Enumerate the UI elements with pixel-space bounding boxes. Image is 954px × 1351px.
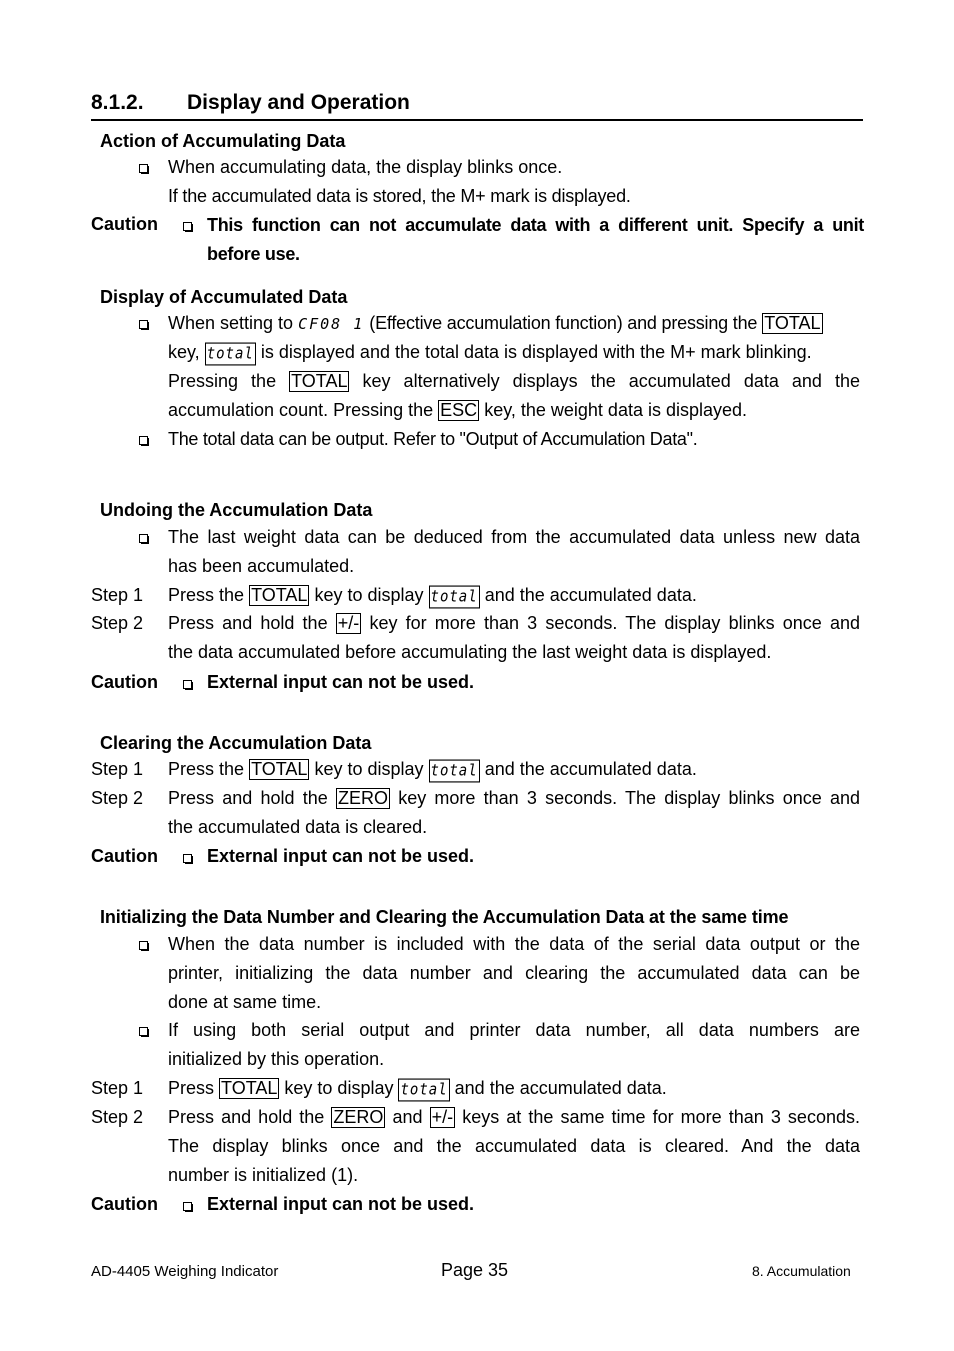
step-2-label: Step 2 <box>91 1107 144 1127</box>
init-bullet-1b: printer, initializing the data number and clearing the accumulated data can be <box>168 963 860 983</box>
display-line-1: When setting to CF08 1 (Effective accumulation function) and pressing the TOTAL <box>168 313 821 333</box>
step-2-label: Step 2 <box>91 788 144 808</box>
footer-chapter: 8. Accumulation <box>752 1263 851 1279</box>
action-caution-line-1: This function can not accumulate data with a different unit. Specify a unit <box>207 215 864 235</box>
bullet-icon <box>183 1202 192 1211</box>
clear-step-1: Press the TOTAL key to display total and the accumulated data. <box>168 758 697 781</box>
total-key: TOTAL <box>251 759 308 779</box>
display-line-2: key, total is displayed and the total data is displayed with the M+ mark blinking. <box>168 341 812 364</box>
bullet-icon <box>183 854 192 863</box>
plus-minus-key: +/- <box>337 613 360 633</box>
step-1-label: Step 1 <box>91 585 144 605</box>
bullet-icon <box>139 534 148 543</box>
display-bullet-2: The total data can be output. Refer to "Output of Accumulation Data". <box>168 429 698 449</box>
undo-step-2b: the data accumulated before accumulating the last weight data is displayed. <box>168 642 772 662</box>
undo-bullet-1b: has been accumulated. <box>168 556 355 576</box>
caution-label: Caution <box>91 672 158 692</box>
undo-step-2a: Press and hold the +/- key for more than 3 seconds. The display blinks once and <box>168 613 860 633</box>
section-number: 8.1.2. <box>91 91 144 114</box>
section-title: Display and Operation <box>187 91 410 114</box>
footer-page-number: Page 35 <box>441 1260 509 1280</box>
subheading-clear: Clearing the Accumulation Data <box>100 733 372 753</box>
subheading-action: Action of Accumulating Data <box>100 131 346 151</box>
zero-key: ZERO <box>337 788 388 808</box>
footer-product: AD-4405 Weighing Indicator <box>91 1263 279 1280</box>
action-bullet-1b: If the accumulated data is stored, the M+ mark is displayed. <box>168 186 631 206</box>
init-bullet-1c: done at same time. <box>168 992 322 1012</box>
esc-key: ESC <box>440 400 478 420</box>
action-bullet-1: When accumulating data, the display blinks once. <box>168 157 563 177</box>
undo-bullet-1a: The last weight data can be deduced from the accumulated data unless new data <box>168 527 860 547</box>
init-caution: External input can not be used. <box>207 1194 475 1214</box>
bullet-icon <box>139 436 148 445</box>
subheading-init: Initializing the Data Number and Clearing the Accumulation Data at the same time <box>100 907 789 927</box>
bullet-icon <box>139 164 148 173</box>
bullet-icon <box>139 1027 148 1036</box>
bullet-icon <box>183 222 192 231</box>
bullet-icon <box>139 320 148 329</box>
init-step-2a: Press and hold the ZERO and +/- keys at the same time for more than 3 seconds. <box>168 1107 860 1127</box>
init-bullet-2a: If using both serial output and printer data number, all data numbers are <box>168 1020 860 1040</box>
caution-label: Caution <box>91 1194 158 1214</box>
action-caution-line-2: before use. <box>207 244 300 264</box>
lcd-total-display: total <box>429 586 480 609</box>
init-bullet-2b: initialized by this operation. <box>168 1049 385 1069</box>
clear-step-2b: the accumulated data is cleared. <box>168 817 428 837</box>
clear-caution: External input can not be used. <box>207 846 475 866</box>
total-key: TOTAL <box>221 1078 278 1098</box>
subheading-display: Display of Accumulated Data <box>100 287 348 307</box>
total-key: TOTAL <box>251 585 308 605</box>
undo-caution: External input can not be used. <box>207 672 475 692</box>
subheading-undo: Undoing the Accumulation Data <box>100 500 373 520</box>
init-step-1: Press TOTAL key to display total and the accumulated data. <box>168 1077 667 1100</box>
lcd-total-display: total <box>429 760 480 783</box>
total-key: TOTAL <box>291 371 348 391</box>
lcd-total-display: total <box>205 343 256 366</box>
bullet-icon <box>139 941 148 950</box>
clear-step-2a: Press and hold the ZERO key more than 3 seconds. The display blinks once and <box>168 788 860 808</box>
plus-minus-key: +/- <box>431 1107 454 1127</box>
zero-key: ZERO <box>333 1107 384 1127</box>
lcd-total-display: total <box>398 1079 449 1102</box>
heading-rule <box>91 119 863 121</box>
display-line-3: Pressing the TOTAL key alternatively displays the accumulated data and the <box>168 371 860 391</box>
step-2-label: Step 2 <box>91 613 144 633</box>
lcd-setting-display: CF08 1 <box>298 315 365 333</box>
step-1-label: Step 1 <box>91 1078 144 1098</box>
init-step-2c: number is initialized (1). <box>168 1165 359 1185</box>
bullet-icon <box>183 680 192 689</box>
init-bullet-1a: When the data number is included with the data of the serial data output or the <box>168 934 860 954</box>
undo-step-1: Press the TOTAL key to display total and the accumulated data. <box>168 584 697 607</box>
caution-label: Caution <box>91 214 158 234</box>
caution-label: Caution <box>91 846 158 866</box>
init-step-2b: The display blinks once and the accumulated data is cleared. And the data <box>168 1136 860 1156</box>
display-line-4: accumulation count. Pressing the ESC key, the weight data is displayed. <box>168 400 748 420</box>
total-key: TOTAL <box>764 313 821 333</box>
step-1-label: Step 1 <box>91 759 144 779</box>
